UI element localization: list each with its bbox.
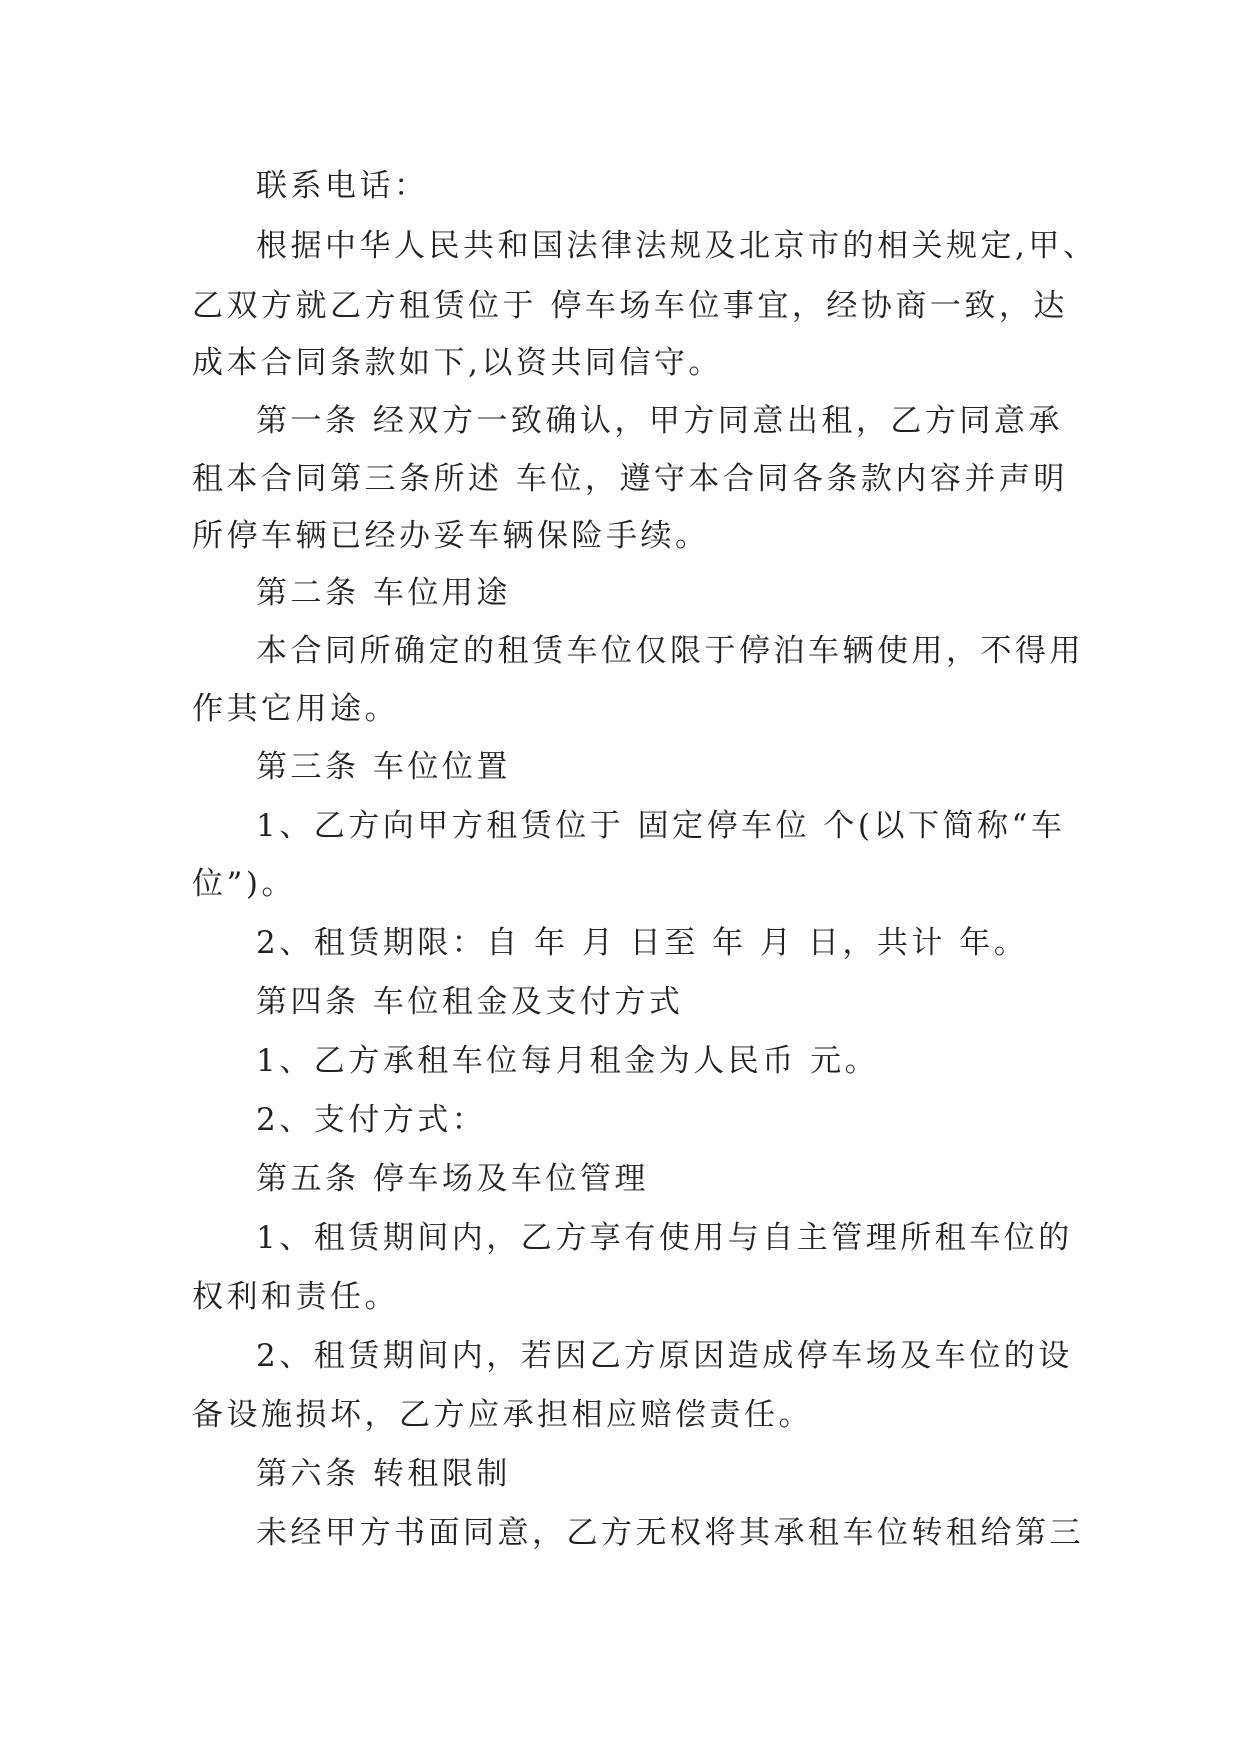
heading-article-3: 第三条 车位位置 [256,749,511,785]
text-line-preamble-cont: 乙双方就乙方租赁位于 停车场车位事宜，经协商一致，达 [192,288,1068,324]
text-line-article-2-end: 作其它用途。 [192,691,399,727]
text-line-preamble: 根据中华人民共和国法律法规及北京市的相关规定,甲、 [256,228,1098,264]
text-line-article-3-item-1-end: 位”)。 [192,866,296,902]
heading-article-2: 第二条 车位用途 [256,575,511,611]
text-line-article-5-item-2: 2、租赁期间内，若因乙方原因造成停车场及车位的设 [256,1338,1073,1374]
text-line-article-5-item-1: 1、租赁期间内，乙方享有使用与自主管理所租车位的 [256,1220,1073,1256]
heading-article-4: 第四条 车位租金及支付方式 [256,984,684,1020]
text-line-article-1-cont: 租本合同第三条所述 车位，遵守本合同各条款内容并声明 [192,461,1068,497]
text-line-article-3-item-2: 2、租赁期限：自 年 月 日至 年 月 日，共计 年。 [256,925,1029,961]
text-line-contact-phone: 联系电话： [256,168,429,204]
text-line-article-5-item-1-end: 权利和责任。 [192,1279,399,1315]
text-line-article-4-item-2: 2、支付方式： [256,1102,487,1138]
text-line-article-3-item-1: 1、乙方向甲方租赁位于 固定停车位 个(以下简称“车 [256,808,1066,844]
text-line-article-1-end: 所停车辆已经办妥车辆保险手续。 [192,518,710,554]
heading-article-5: 第五条 停车场及车位管理 [256,1161,649,1197]
text-line-article-2-body: 本合同所确定的租赁车位仅限于停泊车辆使用，不得用 [256,633,1084,669]
text-line-article-1: 第一条 经双方一致确认，甲方同意出租，乙方同意承 [256,403,1063,439]
heading-article-6: 第六条 转租限制 [256,1456,511,1492]
text-line-preamble-end: 成本合同条款如下,以资共同信守。 [192,345,723,381]
text-line-article-4-item-1: 1、乙方承租车位每月租金为人民币 元。 [256,1043,880,1079]
text-line-article-6-body: 未经甲方书面同意，乙方无权将其承租车位转租给第三 [256,1515,1084,1551]
text-line-article-5-item-2-end: 备设施损坏，乙方应承担相应赔偿责任。 [192,1397,813,1433]
